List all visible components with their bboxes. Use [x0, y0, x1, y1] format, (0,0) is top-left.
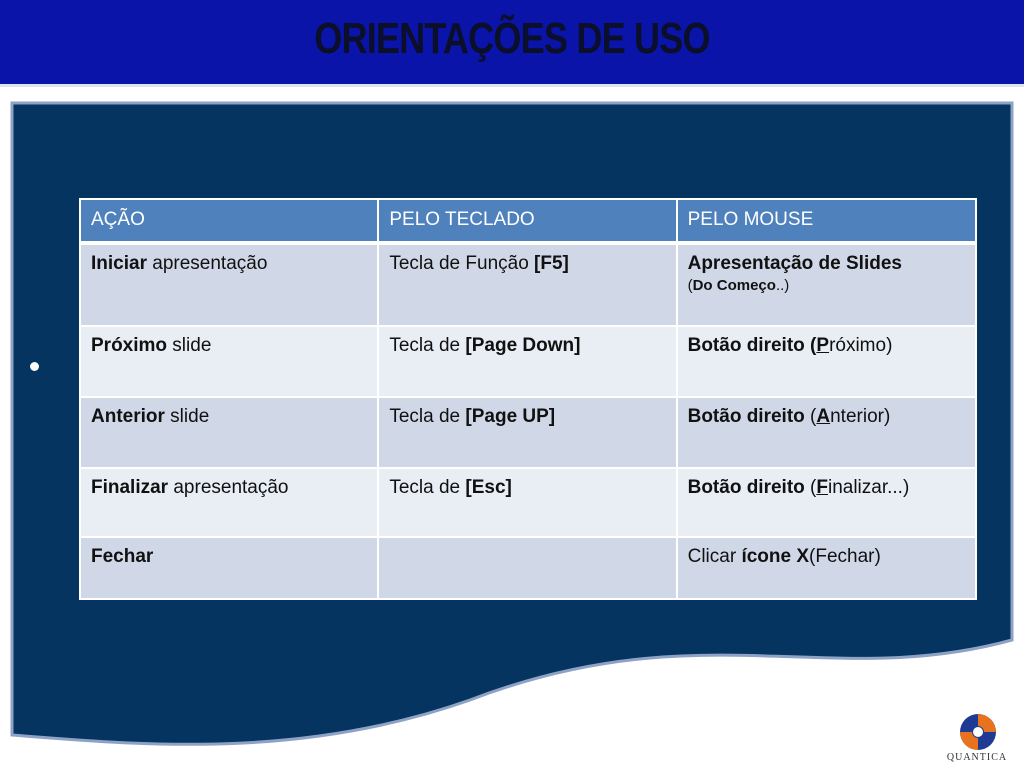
- header-teclado: PELO TECLADO: [378, 199, 676, 243]
- cell-acao: [80, 537, 378, 599]
- acao-text: apresentação: [146, 253, 268, 274]
- mouse-sub: [688, 277, 965, 294]
- mouse-rest: inalizar...): [827, 477, 910, 498]
- cell-mouse: [677, 468, 976, 537]
- table-row: [80, 537, 976, 599]
- tecla-text: Tecla de: [389, 477, 466, 498]
- mouse-bold: Apresentação de Slides: [687, 253, 902, 274]
- tecla-text: Tecla de: [389, 335, 466, 356]
- logo-label: QUANTICA: [946, 752, 1008, 763]
- cell-mouse: [677, 326, 976, 397]
- table-row: [80, 397, 976, 468]
- cell-acao: [80, 468, 378, 537]
- cell-teclado: [378, 243, 676, 326]
- table-row: [80, 468, 976, 537]
- table-row: [80, 243, 976, 326]
- mouse-bold: Botão direito (: [687, 335, 817, 356]
- cell-mouse: [677, 243, 976, 326]
- mouse-pre: (: [804, 477, 817, 498]
- cell-acao: [80, 397, 378, 468]
- mouse-bold: Botão direito: [687, 477, 805, 498]
- slide-title: ORIENTAÇÕES DE USO: [314, 14, 710, 63]
- tecla-key: [Page UP]: [465, 406, 556, 427]
- mouse-sub-bold: Do Começo: [692, 277, 776, 294]
- bullet-icon: [30, 362, 39, 371]
- acao-bold: Fechar: [91, 546, 154, 567]
- tecla-key: [Esc]: [465, 477, 512, 498]
- cell-teclado: [378, 468, 676, 537]
- table-row: [80, 326, 976, 397]
- acao-bold: Anterior: [91, 406, 165, 427]
- acao-bold: Próximo: [91, 335, 168, 356]
- mouse-shortcut-letter: P: [816, 335, 830, 356]
- mouse-sub-open: (: [687, 277, 693, 294]
- tecla-key: [Page Down]: [465, 335, 581, 356]
- mouse-pre: (: [804, 406, 817, 427]
- mouse-rest: róximo): [829, 335, 893, 356]
- cell-mouse: [677, 537, 976, 599]
- acao-bold: Iniciar: [91, 253, 147, 274]
- mouse-bold: Botão direito: [687, 406, 805, 427]
- cell-acao: [80, 326, 378, 397]
- cell-teclado: [378, 397, 676, 468]
- acao-text: apresentação: [168, 477, 289, 498]
- cell-mouse: [677, 397, 976, 468]
- mouse-shortcut-letter: A: [816, 406, 831, 427]
- table-header-row: [80, 199, 976, 243]
- mouse-sub-close: ..): [775, 277, 790, 294]
- acao-text: slide: [167, 335, 212, 356]
- cell-teclado: [378, 537, 676, 599]
- cell-acao: [80, 243, 378, 326]
- acao-bold: Finalizar: [91, 477, 169, 498]
- header-acao: AÇÃO: [80, 199, 378, 243]
- cell-teclado: [378, 326, 676, 397]
- tecla-text: Tecla de: [389, 406, 466, 427]
- mouse-shortcut-letter: F: [816, 477, 828, 498]
- mouse-rest: nterior): [830, 406, 891, 427]
- acao-text: slide: [164, 406, 210, 427]
- mouse-rest: (Fechar): [809, 546, 881, 567]
- usage-table: [79, 198, 977, 600]
- tecla-text: Tecla de Função: [389, 253, 535, 274]
- tecla-key: [F5]: [534, 253, 569, 274]
- mouse-bold: ícone X: [741, 546, 810, 567]
- header-mouse: PELO MOUSE: [677, 199, 976, 243]
- mouse-pre: Clicar: [687, 546, 742, 567]
